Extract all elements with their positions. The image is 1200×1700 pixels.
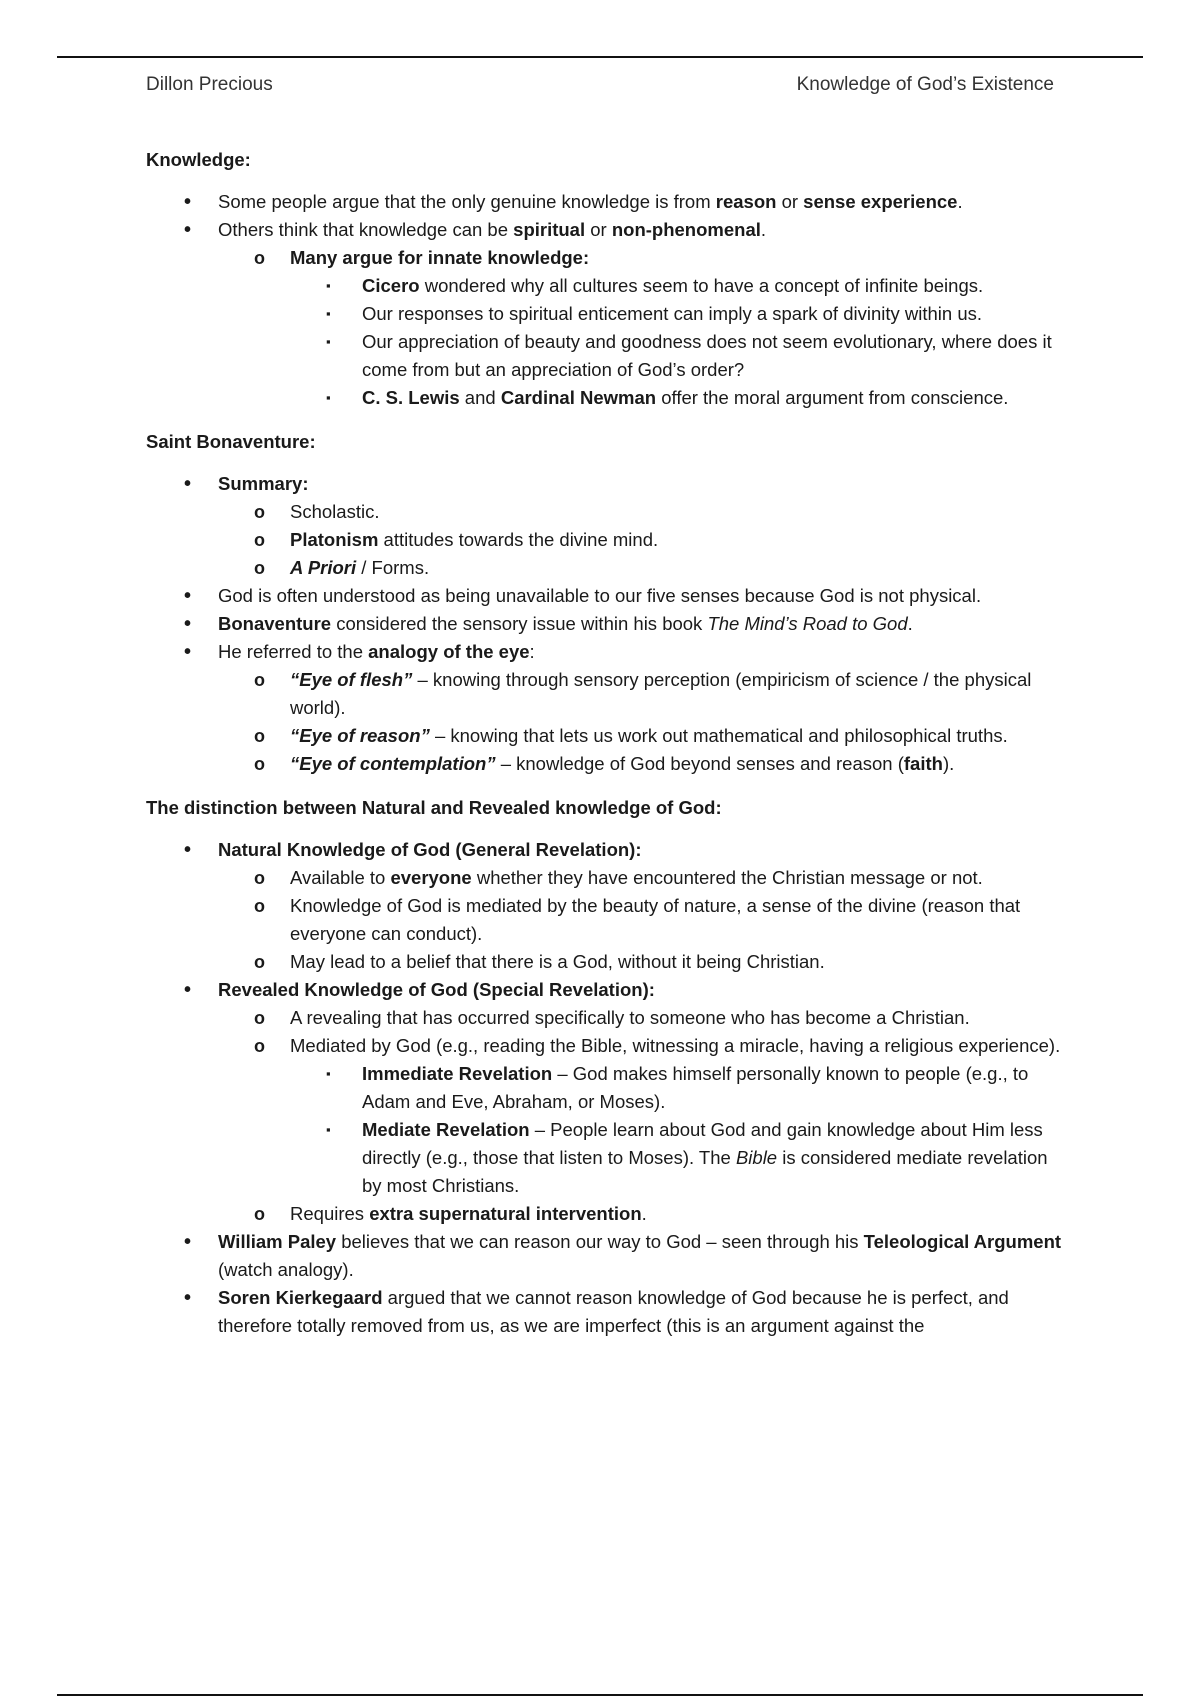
list-item-text: A Priori bbox=[290, 557, 357, 578]
list-item-text: “Eye of flesh” bbox=[290, 669, 413, 690]
bullet-marker: o bbox=[254, 502, 265, 522]
header-rule bbox=[57, 56, 1143, 58]
list-item bbox=[146, 666, 1066, 722]
list-item-text: Available to bbox=[290, 867, 391, 888]
list-item-text: whether they have encountered the Christian message or not. bbox=[471, 867, 983, 888]
list-item-text: He referred to the bbox=[218, 641, 369, 662]
list-item-text: Immediate Revelation bbox=[362, 1063, 553, 1084]
list-item-text: Mediate Revelation bbox=[362, 1119, 530, 1140]
list-item-text: Bible bbox=[735, 1147, 778, 1168]
bullet-marker: • bbox=[184, 219, 192, 241]
list-item-text: William Paley bbox=[218, 1231, 337, 1252]
list-item-text: : bbox=[529, 641, 535, 662]
bullet-list bbox=[146, 470, 1066, 778]
bullet-marker: ▪ bbox=[326, 1122, 331, 1137]
list-item-text: Scholastic. bbox=[290, 501, 380, 522]
list-item-text: Revealed Knowledge of God (Special Revelation): bbox=[218, 979, 655, 1000]
bullet-list bbox=[146, 836, 1066, 1340]
section bbox=[146, 428, 1066, 778]
list-item bbox=[146, 582, 1066, 610]
list-item-text: Platonism bbox=[290, 529, 379, 550]
header-author: Dillon Precious bbox=[146, 74, 273, 95]
list-item-text: Bonaventure bbox=[218, 613, 332, 634]
list-item-text: or bbox=[585, 219, 612, 240]
list-item-text: Some people argue that the only genuine knowledge is from bbox=[218, 191, 716, 212]
bullet-marker: o bbox=[254, 868, 265, 888]
list-item-text: Mediated by God (e.g., reading the Bible, witnessing a miracle, having a religious experience). bbox=[290, 1035, 1061, 1056]
page-header bbox=[146, 74, 1054, 100]
list-item-text: Cicero bbox=[362, 275, 420, 296]
list-item-text: non-phenomenal bbox=[611, 219, 761, 240]
bullet-marker: o bbox=[254, 896, 265, 916]
list-item-text: / Forms. bbox=[356, 557, 430, 578]
list-item bbox=[146, 498, 1066, 526]
list-item-text: spiritual bbox=[513, 219, 586, 240]
bullet-marker: o bbox=[254, 754, 265, 774]
section-heading: Knowledge: bbox=[146, 149, 251, 170]
list-item-text: Summary: bbox=[218, 473, 309, 494]
list-item bbox=[146, 328, 1066, 384]
list-item-text: Cardinal Newman bbox=[500, 387, 657, 408]
bullet-marker: ▪ bbox=[326, 306, 331, 321]
section-heading: The distinction between Natural and Revealed knowledge of God: bbox=[146, 797, 722, 818]
list-item-text: – knowing through sensory perception (empiricism of science / the physical world). bbox=[290, 669, 1032, 718]
list-item-text: Natural Knowledge of God (General Revelation): bbox=[218, 839, 642, 860]
list-item-text: reason bbox=[715, 191, 777, 212]
list-item bbox=[146, 1228, 1066, 1284]
bullet-marker: • bbox=[184, 585, 192, 607]
list-item-text: Our appreciation of beauty and goodness does not seem evolutionary, where does it come from but an appreciation of God’s order? bbox=[362, 331, 1052, 380]
list-item-text: attitudes towards the divine mind. bbox=[378, 529, 659, 550]
list-item bbox=[146, 638, 1066, 666]
list-item bbox=[146, 1200, 1066, 1228]
section bbox=[146, 146, 1066, 412]
bullet-marker: • bbox=[184, 473, 192, 495]
bullet-marker: ▪ bbox=[326, 278, 331, 293]
list-item-text: Requires bbox=[290, 1203, 370, 1224]
bullet-marker: • bbox=[184, 1287, 192, 1309]
list-item-text: (watch analogy). bbox=[218, 1259, 354, 1280]
list-item bbox=[146, 864, 1066, 892]
bullet-marker: o bbox=[254, 530, 265, 550]
bullet-marker: • bbox=[184, 613, 192, 635]
list-item-text: God is often understood as being unavailable to our five senses because God is not physical. bbox=[218, 585, 982, 606]
list-item-text: . bbox=[760, 219, 767, 240]
list-item-text: May lead to a belief that there is a God, without it being Christian. bbox=[290, 951, 825, 972]
list-item-text: everyone bbox=[390, 867, 472, 888]
list-item bbox=[146, 892, 1066, 948]
list-item-text: Many argue for innate knowledge: bbox=[290, 247, 590, 268]
list-item bbox=[146, 554, 1066, 582]
list-item-text: and bbox=[459, 387, 501, 408]
list-item-text: Others think that knowledge can be bbox=[218, 219, 514, 240]
list-item-text: “Eye of contemplation” bbox=[290, 753, 496, 774]
bullet-marker: • bbox=[184, 641, 192, 663]
list-item-text: ). bbox=[942, 753, 955, 774]
list-item-text: The Mind’s Road to God bbox=[707, 613, 908, 634]
list-item-text: considered the sensory issue within his book bbox=[331, 613, 708, 634]
list-item bbox=[146, 610, 1066, 638]
document-body bbox=[146, 146, 1066, 1356]
list-item-text: analogy of the eye bbox=[368, 641, 530, 662]
list-item-text: “Eye of reason” bbox=[290, 725, 430, 746]
bullet-marker: ▪ bbox=[326, 1066, 331, 1081]
section-heading: Saint Bonaventure: bbox=[146, 431, 316, 452]
bullet-marker: • bbox=[184, 1231, 192, 1253]
list-item-text: . bbox=[957, 191, 963, 212]
list-item-text: offer the moral argument from conscience. bbox=[656, 387, 1009, 408]
bullet-marker: ▪ bbox=[326, 390, 331, 405]
list-item-text: A revealing that has occurred specifically to someone who has become a Christian. bbox=[290, 1007, 970, 1028]
list-item-text: argued that we cannot reason knowledge of God because he is perfect, and therefore totally removed from us, as we are imperfect (this is an argument against the bbox=[218, 1287, 1009, 1336]
list-item-text: faith bbox=[903, 753, 943, 774]
list-item bbox=[146, 300, 1066, 328]
list-item bbox=[146, 1004, 1066, 1032]
list-item bbox=[146, 1284, 1066, 1340]
list-item-text: Soren Kierkegaard bbox=[218, 1287, 383, 1308]
bullet-list bbox=[146, 188, 1066, 412]
list-item-text: . bbox=[641, 1203, 647, 1224]
list-item bbox=[146, 216, 1066, 244]
list-item-text: extra supernatural intervention bbox=[369, 1203, 642, 1224]
list-item-text: – knowledge of God beyond senses and reason ( bbox=[495, 753, 904, 774]
bullet-marker: ▪ bbox=[326, 334, 331, 349]
list-item bbox=[146, 526, 1066, 554]
bullet-marker: o bbox=[254, 558, 265, 578]
header-title: Knowledge of God’s Existence bbox=[796, 74, 1054, 95]
list-item-text: is considered mediate revelation by most Christians. bbox=[362, 1147, 1048, 1196]
section bbox=[146, 794, 1066, 1340]
bullet-marker: • bbox=[184, 839, 192, 861]
list-item bbox=[146, 470, 1066, 498]
list-item bbox=[146, 750, 1066, 778]
list-item-text: – People learn about God and gain knowledge about Him less directly (e.g., those that listen to Moses). The bbox=[362, 1119, 1043, 1168]
list-item-text: Knowledge of God is mediated by the beauty of nature, a sense of the divine (reason that everyone can conduct). bbox=[290, 895, 1021, 944]
list-item-text: Teleological Argument bbox=[863, 1231, 1062, 1252]
list-item-text: – God makes himself personally known to people (e.g., to Adam and Eve, Abraham, or Moses). bbox=[362, 1063, 1029, 1112]
bullet-marker: o bbox=[254, 952, 265, 972]
list-item bbox=[146, 244, 1066, 272]
list-item-text: . bbox=[907, 613, 913, 634]
list-item bbox=[146, 976, 1066, 1004]
list-item bbox=[146, 1060, 1066, 1116]
list-item bbox=[146, 1116, 1066, 1200]
list-item bbox=[146, 722, 1066, 750]
list-item bbox=[146, 272, 1066, 300]
list-item-text: or bbox=[776, 191, 804, 212]
bullet-marker: o bbox=[254, 670, 265, 690]
list-item bbox=[146, 948, 1066, 976]
bullet-marker: o bbox=[254, 726, 265, 746]
list-item bbox=[146, 836, 1066, 864]
list-item-text: Our responses to spiritual enticement can imply a spark of divinity within us. bbox=[362, 303, 983, 324]
list-item-text: wondered why all cultures seem to have a concept of infinite beings. bbox=[419, 275, 984, 296]
bullet-marker: • bbox=[184, 191, 192, 213]
bullet-marker: o bbox=[254, 1036, 265, 1056]
bullet-marker: o bbox=[254, 1204, 265, 1224]
list-item-text: believes that we can reason our way to God – seen through his bbox=[336, 1231, 864, 1252]
bullet-marker: • bbox=[184, 979, 192, 1001]
list-item-text: sense experience bbox=[803, 191, 958, 212]
list-item-text: C. S. Lewis bbox=[362, 387, 460, 408]
list-item-text: – knowing that lets us work out mathematical and philosophical truths. bbox=[429, 725, 1008, 746]
bullet-marker: o bbox=[254, 1008, 265, 1028]
footer-rule bbox=[57, 1694, 1143, 1696]
list-item bbox=[146, 188, 1066, 216]
bullet-marker: o bbox=[254, 248, 265, 268]
list-item bbox=[146, 384, 1066, 412]
list-item bbox=[146, 1032, 1066, 1060]
